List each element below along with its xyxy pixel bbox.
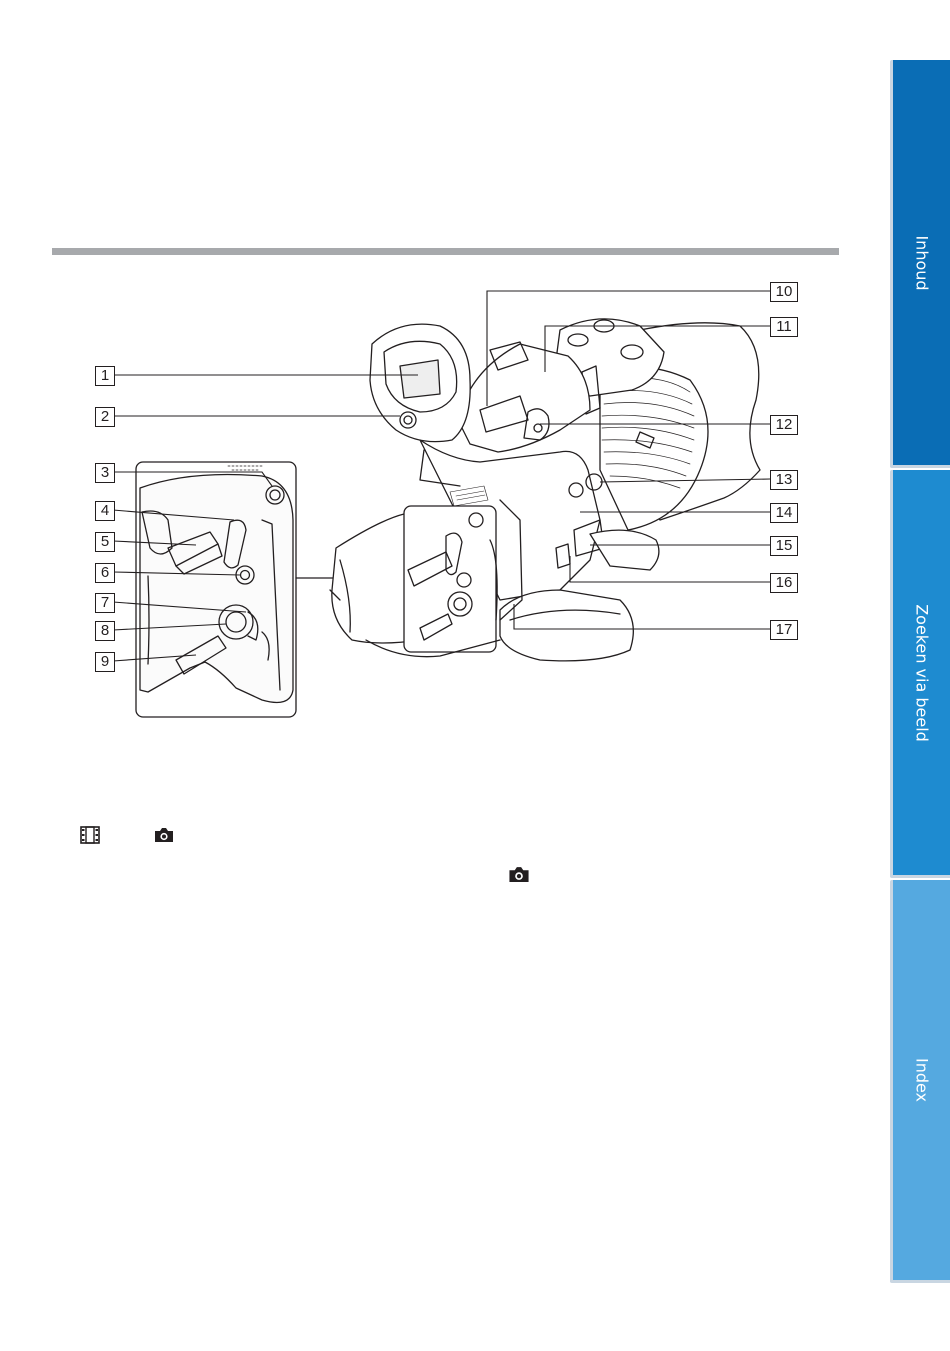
- callout-2: 2: [95, 407, 115, 427]
- callout-10: 10: [770, 282, 798, 302]
- tab-index-label: Index: [912, 1057, 931, 1103]
- callout-16: 16: [770, 573, 798, 593]
- callout-3: 3: [95, 463, 115, 483]
- side-navigation: [890, 60, 950, 1283]
- callout-6: 6: [95, 563, 115, 583]
- callout-8: 8: [95, 621, 115, 641]
- callout-11: 11: [770, 317, 798, 337]
- tab-index[interactable]: [890, 880, 950, 1283]
- callout-4: 4: [95, 501, 115, 521]
- tab-zoeken-via-beeld-label: Zoeken via beeld: [912, 603, 931, 742]
- callout-15: 15: [770, 536, 798, 556]
- tab-inhoud[interactable]: [890, 60, 950, 468]
- camera-icon: [154, 827, 174, 843]
- tab-zoeken-via-beeld[interactable]: [890, 470, 950, 878]
- tab-inhoud-label: Inhoud: [912, 234, 931, 291]
- film-icon: [80, 826, 100, 844]
- callout-9: 9: [95, 652, 115, 672]
- callout-14: 14: [770, 503, 798, 523]
- callout-1: 1: [95, 366, 115, 386]
- camera-icon: [508, 866, 530, 883]
- callout-17: 17: [770, 620, 798, 640]
- callout-5: 5: [95, 532, 115, 552]
- callout-13: 13: [770, 470, 798, 490]
- callout-7: 7: [95, 593, 115, 613]
- callout-12: 12: [770, 415, 798, 435]
